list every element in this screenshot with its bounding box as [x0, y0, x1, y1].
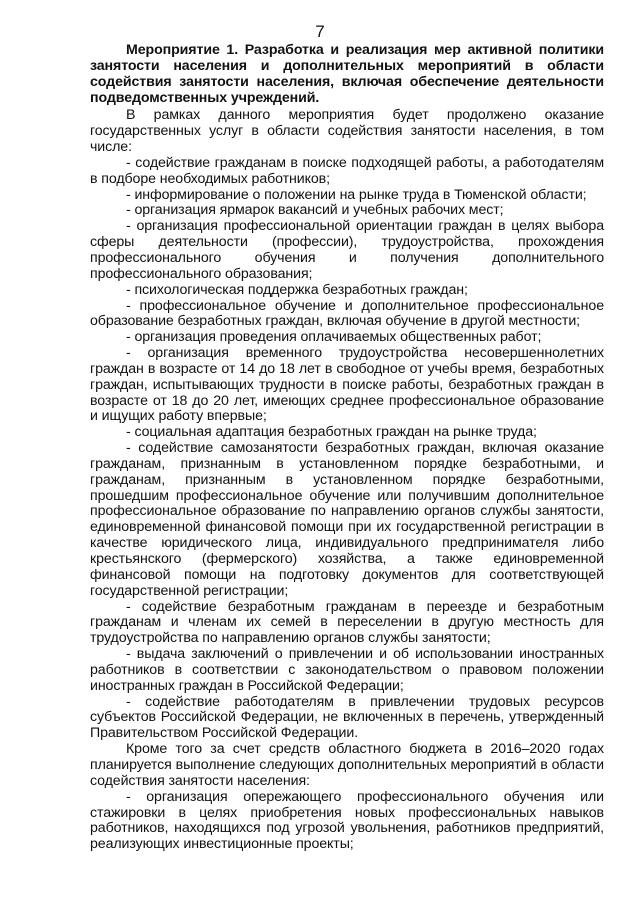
list-item: - организация профессиональной ориентации граждан в целях выбора сферы деятельности (профессии), трудоустройства, прохождения профессионального обучения и получения дополнительного профессионального образования;	[90, 218, 604, 282]
list-item: - информирование о положении на рынке труда в Тюменской области;	[126, 186, 587, 203]
document-body	[90, 43, 604, 853]
list-item: - организация ярмарок вакансий и учебных рабочих мест;	[126, 202, 504, 219]
list-item: - организация опережающего профессионального обучения или стажировки в целях приобретения новых профессиональных навыков работников, находящихся под угрозой увольнения, работников предприятий, реализующих инвестиционные проекты;	[90, 788, 604, 853]
list-item: - содействие безработным гражданам в переезде и безработным гражданам и членам их семей в переселении в другую местность для трудоустройства по направлению органов службы занятости;	[90, 598, 604, 647]
page-number: 7	[315, 22, 325, 41]
list-item: - выдача заключений о привлечении и об использовании иностранных работников в соответствии с законодательством о правовом положении иностранных граждан в Российской Федерации;	[90, 646, 604, 694]
list-item: - содействие гражданам в поиске подходящей работы, а работодателям в подборе необходимых работников;	[90, 154, 604, 187]
list-item: - организация временного трудоустройства несовершеннолетних граждан в возрасте от 14 до 18 лет в свободное от учебы время, безработных граждан, испытывающих трудности в поиске работы, безработных граждан в возрасте от 18 до 20 лет, имеющих среднее профессиональное образование и ищущих работу впервые;	[90, 345, 604, 425]
list-item: - психологическая поддержка безработных граждан;	[126, 281, 468, 298]
list-item: - содействие работодателям в привлечении трудовых ресурсов субъектов Российской Федерации, не включенных в перечень, утвержденный Правительством Российской Федерации.	[90, 693, 604, 742]
intro-paragraph: В рамках данного мероприятия будет продолжено оказание государственных услуг в области содействия занятости населения, в том числе:	[90, 107, 604, 156]
list-item: - содействие самозанятости безработных граждан, включая оказание гражданам, признанным в установленном порядке безработными, и гражданам, признанным в установленном порядке безработными, прошедшим профессиональное обучение или получившим дополнительное профессиональное образование по направлению органов службы занятости, единовременной финансовой помощи при их государственной регистрации в качестве юридического лица, индивидуального предпринимателя либо крестьянского (фермерского) хозяйства, а также единовременной финансовой помощи на подготовку документов для соответствующей государственной регистрации;	[90, 440, 604, 599]
section-heading: Мероприятие 1. Разработка и реализация мер активной политики занятости населения и дополнительных мероприятий в области содействия занятости населения, включая обеспечение деятельности подведомственных учреждений.	[90, 42, 604, 106]
list-item: - профессиональное обучение и дополнительное профессиональное образование безработных граждан, включая обучение в другой местности;	[90, 297, 604, 330]
list-item: - организация проведения оплачиваемых общественных работ;	[126, 329, 542, 346]
additional-measures-paragraph: Кроме того за счет средств областного бюджета в 2016–2020 годах планируется выполнение следующих дополнительных мероприятий в области содействия занятости населения:	[90, 741, 604, 789]
list-item: - социальная адаптация безработных граждан на рынке труда;	[126, 424, 537, 441]
